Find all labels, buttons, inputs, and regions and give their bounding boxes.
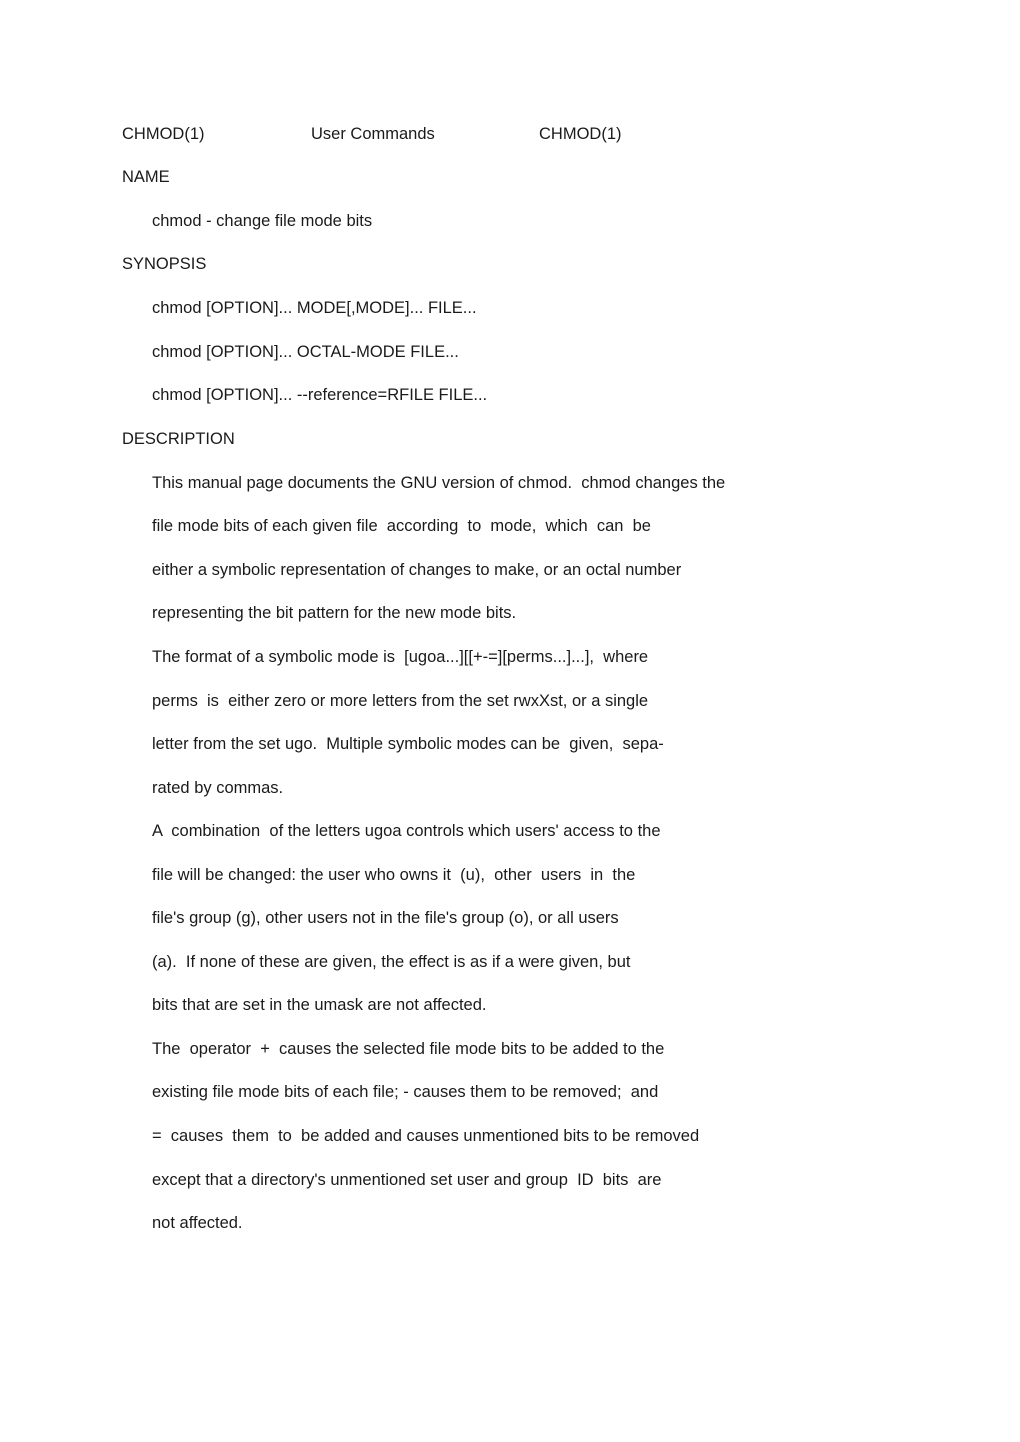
section-heading-description: DESCRIPTION — [122, 430, 235, 448]
description-line: bits that are set in the umask are not affected. — [152, 996, 487, 1014]
description-line: file will be changed: the user who owns it (u), other users in the — [152, 866, 636, 884]
header-left: CHMOD(1) — [122, 125, 205, 143]
description-line: existing file mode bits of each file; - causes them to be removed; and — [152, 1083, 659, 1101]
description-line: representing the bit pattern for the new mode bits. — [152, 604, 517, 622]
description-line: except that a directory's unmentioned set user and group ID bits are — [152, 1171, 662, 1189]
description-line: file mode bits of each given file according to mode, which can be — [152, 517, 651, 535]
description-line: The operator + causes the selected file mode bits to be added to the — [152, 1040, 665, 1058]
description-line: A combination of the letters ugoa controls which users' access to the — [152, 822, 661, 840]
name-line: chmod - change file mode bits — [152, 212, 373, 230]
header-center: User Commands — [311, 125, 435, 143]
description-line: (a). If none of these are given, the effect is as if a were given, but — [152, 953, 631, 971]
description-line: file's group (g), other users not in the file's group (o), or all users — [152, 909, 619, 927]
section-heading-synopsis: SYNOPSIS — [122, 255, 207, 273]
description-line: This manual page documents the GNU version of chmod. chmod changes the — [152, 474, 726, 492]
description-line: rated by commas. — [152, 779, 284, 797]
description-line: The format of a symbolic mode is [ugoa...][[+-=][perms...]...], where — [152, 648, 649, 666]
synopsis-line: chmod [OPTION]... MODE[,MODE]... FILE... — [152, 299, 477, 317]
section-heading-name: NAME — [122, 168, 170, 186]
description-line: letter from the set ugo. Multiple symbolic modes can be given, sepa- — [152, 735, 664, 753]
synopsis-line: chmod [OPTION]... OCTAL-MODE FILE... — [152, 343, 459, 361]
synopsis-line: chmod [OPTION]... --reference=RFILE FILE... — [152, 386, 488, 404]
description-line: not affected. — [152, 1214, 243, 1232]
description-line: = causes them to be added and causes unmentioned bits to be removed — [152, 1127, 700, 1145]
description-line: either a symbolic representation of changes to make, or an octal number — [152, 561, 682, 579]
header-right: CHMOD(1) — [539, 125, 622, 143]
description-line: perms is either zero or more letters from the set rwxXst, or a single — [152, 692, 649, 710]
